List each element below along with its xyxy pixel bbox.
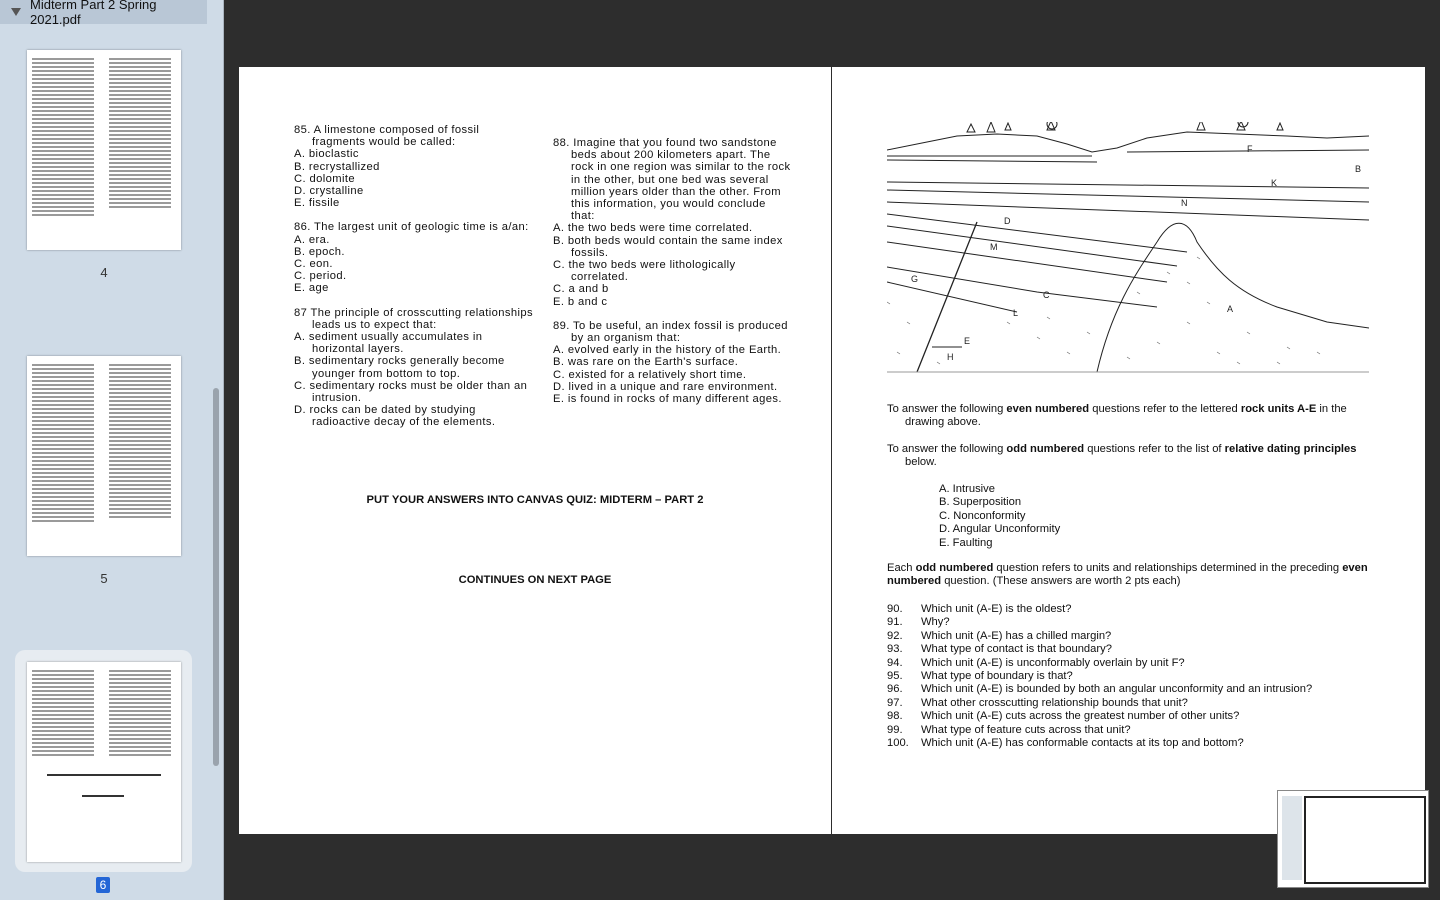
- question-88: [553, 137, 793, 308]
- note-bold: odd numbered: [915, 562, 994, 574]
- question-text: What type of feature cuts across that unit?: [921, 723, 1131, 736]
- answer-option: B. sedimentary rocks generally become younger from bottom to top.: [294, 355, 505, 380]
- question-column-2: [553, 137, 793, 417]
- question-row: [887, 683, 1387, 696]
- diagram-label: K: [1271, 178, 1278, 188]
- question-text: What type of contact is that boundary?: [921, 643, 1112, 656]
- question-number: 97.: [887, 696, 903, 709]
- answer-option: E. age: [294, 282, 329, 295]
- page-number-label: 5: [100, 571, 108, 586]
- question-text: Which unit (A-E) is unconformably overlain by unit F?: [921, 656, 1185, 669]
- instruction-even: [887, 403, 1377, 430]
- document-page-left: [239, 67, 831, 834]
- dating-principles-list: [939, 483, 1060, 550]
- question-number: 96.: [887, 683, 903, 696]
- question-row: [887, 737, 1387, 750]
- question-row: [887, 697, 1387, 710]
- page-overview-minimap[interactable]: [1277, 790, 1429, 888]
- question-89: [553, 320, 793, 405]
- note-text: Each: [887, 562, 916, 574]
- question-stem: 85. A limestone composed of fossil fragments would be called:: [294, 124, 480, 149]
- thumbnail-text-lines: [109, 58, 171, 210]
- thumbnail-text-lines: [109, 670, 171, 758]
- answer-option: C. existed for a relatively short time.: [553, 368, 747, 381]
- answer-option: E. b and c: [553, 295, 608, 308]
- question-row: [887, 603, 1387, 616]
- question-stem: 87 The principle of crosscutting relationships leads us to expect that:: [294, 306, 533, 331]
- continues-note: CONTINUES ON NEXT PAGE: [458, 574, 612, 586]
- thumbnail-text-lines: [32, 58, 94, 218]
- answer-option: A. sediment usually accumulates in horizontal layers.: [294, 331, 483, 356]
- instr-text: questions refer to the list of: [1084, 442, 1225, 455]
- answer-option: B. both beds would contain the same index fossils.: [553, 234, 783, 259]
- question-text: Which unit (A-E) is bounded by both an angular unconformity and an intrusion?: [921, 683, 1313, 696]
- diagram-label: N: [1181, 198, 1188, 208]
- principle-item: A. Intrusive: [939, 483, 995, 495]
- disclosure-triangle-icon[interactable]: [11, 8, 21, 16]
- thumbnail-heading-line: [82, 795, 124, 797]
- answer-option: A. the two beds were time correlated.: [553, 222, 753, 235]
- question-stem: 86. The largest unit of geologic time is a/an:: [294, 221, 529, 234]
- diagram-label: B: [1355, 164, 1362, 174]
- question-row: [887, 630, 1387, 643]
- instr-bold: even numbered: [1006, 403, 1090, 415]
- page-thumbnail-5[interactable]: [27, 356, 181, 556]
- answer-option: B. epoch.: [294, 245, 345, 258]
- diagram-label: L: [1013, 308, 1019, 318]
- instr-text: questions refer to the lettered: [1089, 403, 1241, 415]
- answer-option: A. era.: [294, 233, 330, 246]
- question-number: 93.: [887, 643, 903, 656]
- question-number: 95.: [887, 670, 903, 683]
- question-text: Which unit (A-E) has conformable contacts at its top and bottom?: [921, 737, 1244, 750]
- question-list: [887, 603, 1387, 750]
- document-page-right: [832, 67, 1425, 834]
- instr-text: in the drawing above.: [905, 403, 1347, 429]
- instr-bold: odd numbered: [1006, 442, 1085, 455]
- answer-option: C. period.: [294, 270, 347, 283]
- question-row: [887, 643, 1387, 656]
- question-86: [294, 221, 534, 294]
- answer-instruction: PUT YOUR ANSWERS INTO CANVAS QUIZ: MIDTERM – PART 2: [366, 494, 704, 506]
- question-87: [294, 307, 534, 429]
- principle-item: B. Superposition: [939, 496, 1022, 509]
- question-number: 99.: [887, 723, 903, 736]
- instr-text: To answer the following: [887, 403, 1007, 415]
- question-85: [294, 124, 534, 209]
- geologic-cross-section-diagram: [887, 122, 1369, 377]
- question-row: [887, 657, 1387, 670]
- answer-option: B. recrystallized: [294, 160, 380, 173]
- question-row: [887, 670, 1387, 683]
- instructions: [887, 403, 1377, 483]
- question-text: Which unit (A-E) cuts across the greatest number of other units?: [921, 710, 1240, 723]
- diagram-label: D: [1004, 216, 1011, 226]
- question-column-1: [294, 124, 534, 441]
- instr-text: below.: [905, 456, 937, 469]
- diagram-label: A: [1227, 304, 1234, 314]
- question-text: Which unit (A-E) has a chilled margin?: [921, 629, 1112, 642]
- question-text: Which unit (A-E) is the oldest?: [921, 603, 1072, 615]
- diagram-label: E: [964, 336, 971, 346]
- diagram-label: C: [1043, 290, 1050, 300]
- question-stem: 89. To be useful, an index fossil is produced by an organism that:: [553, 319, 788, 345]
- question-text: Why?: [921, 616, 950, 629]
- answer-option: B. was rare on the Earth's surface.: [553, 356, 739, 369]
- question-text: What type of boundary is that?: [921, 670, 1073, 683]
- diagram-label: M: [990, 242, 998, 252]
- answer-option: A. evolved early in the history of the Earth.: [553, 344, 782, 357]
- answer-option: D. crystalline: [294, 185, 364, 198]
- sidebar-scrollbar[interactable]: [213, 388, 219, 766]
- page-number-label: 4: [100, 265, 108, 280]
- question-row: [887, 710, 1387, 723]
- thumbnail-text-lines: [109, 364, 171, 520]
- note-text: question refers to units and relationships determined in the preceding: [993, 562, 1343, 574]
- answer-option: E. is found in rocks of many different ages.: [553, 393, 782, 406]
- instr-text: To answer the following: [887, 442, 1007, 455]
- document-header[interactable]: [0, 0, 207, 27]
- principle-item: D. Angular Unconformity: [939, 523, 1061, 536]
- diagram-label: F: [1247, 144, 1253, 154]
- answer-option: C. dolomite: [294, 172, 355, 185]
- thumbnail-heading-line: [47, 774, 161, 776]
- answer-option: D. lived in a unique and rare environment.: [553, 380, 778, 393]
- minimap-viewport[interactable]: [1304, 796, 1426, 884]
- answer-option: C. a and b: [553, 283, 609, 296]
- answer-option: E. fissile: [294, 197, 340, 210]
- question-number: 91.: [887, 616, 903, 629]
- diagram-label: H: [947, 352, 954, 362]
- question-number: 90.: [887, 603, 903, 615]
- answer-option: C. the two beds were lithologically correlated.: [553, 259, 736, 284]
- question-row: [887, 616, 1387, 629]
- thumbnail-sidebar: [0, 0, 224, 900]
- answer-option: D. rocks can be dated by studying radioactive decay of the elements.: [294, 404, 496, 429]
- page-thumbnail-6[interactable]: [27, 662, 181, 862]
- instr-bold: relative dating principles: [1224, 442, 1357, 455]
- answer-option: C. sedimentary rocks must be older than an intrusion.: [294, 379, 528, 405]
- question-text: What other crosscutting relationship bounds that unit?: [921, 696, 1188, 709]
- instruction-odd: [887, 443, 1377, 470]
- diagram-label: G: [911, 274, 919, 284]
- note-bold: even numbered: [887, 562, 1368, 588]
- principle-item: E. Faulting: [939, 536, 993, 549]
- answer-option: A. bioclastic: [294, 148, 359, 161]
- minimap-sidebar: [1282, 796, 1302, 880]
- question-number: 98.: [887, 710, 903, 723]
- principle-item: C. Nonconformity: [939, 509, 1026, 522]
- instr-bold: rock units A-E: [1240, 403, 1317, 415]
- question-number: 94.: [887, 656, 903, 669]
- answer-option: C. eon.: [294, 258, 333, 271]
- page-number-label-selected: 6: [96, 877, 110, 893]
- question-stem: 88. Imagine that you found two sandstone beds about 200 kilometers apart. The rock in one region was similar to the rock in the other, but one bed was several million years older than the other. From this information, you would conclude that:: [553, 137, 791, 223]
- odd-question-note: [887, 562, 1377, 589]
- thumbnail-text-lines: [32, 364, 94, 524]
- question-row: [887, 724, 1387, 737]
- thumbnail-text-lines: [32, 670, 94, 758]
- question-number: 92.: [887, 629, 903, 642]
- page-thumbnail-4[interactable]: [27, 50, 181, 250]
- question-number: 100.: [887, 737, 909, 750]
- note-text: question. (These answers are worth 2 pts each): [941, 575, 1181, 588]
- document-title: Midterm Part 2 Spring 2021.pdf: [30, 0, 157, 27]
